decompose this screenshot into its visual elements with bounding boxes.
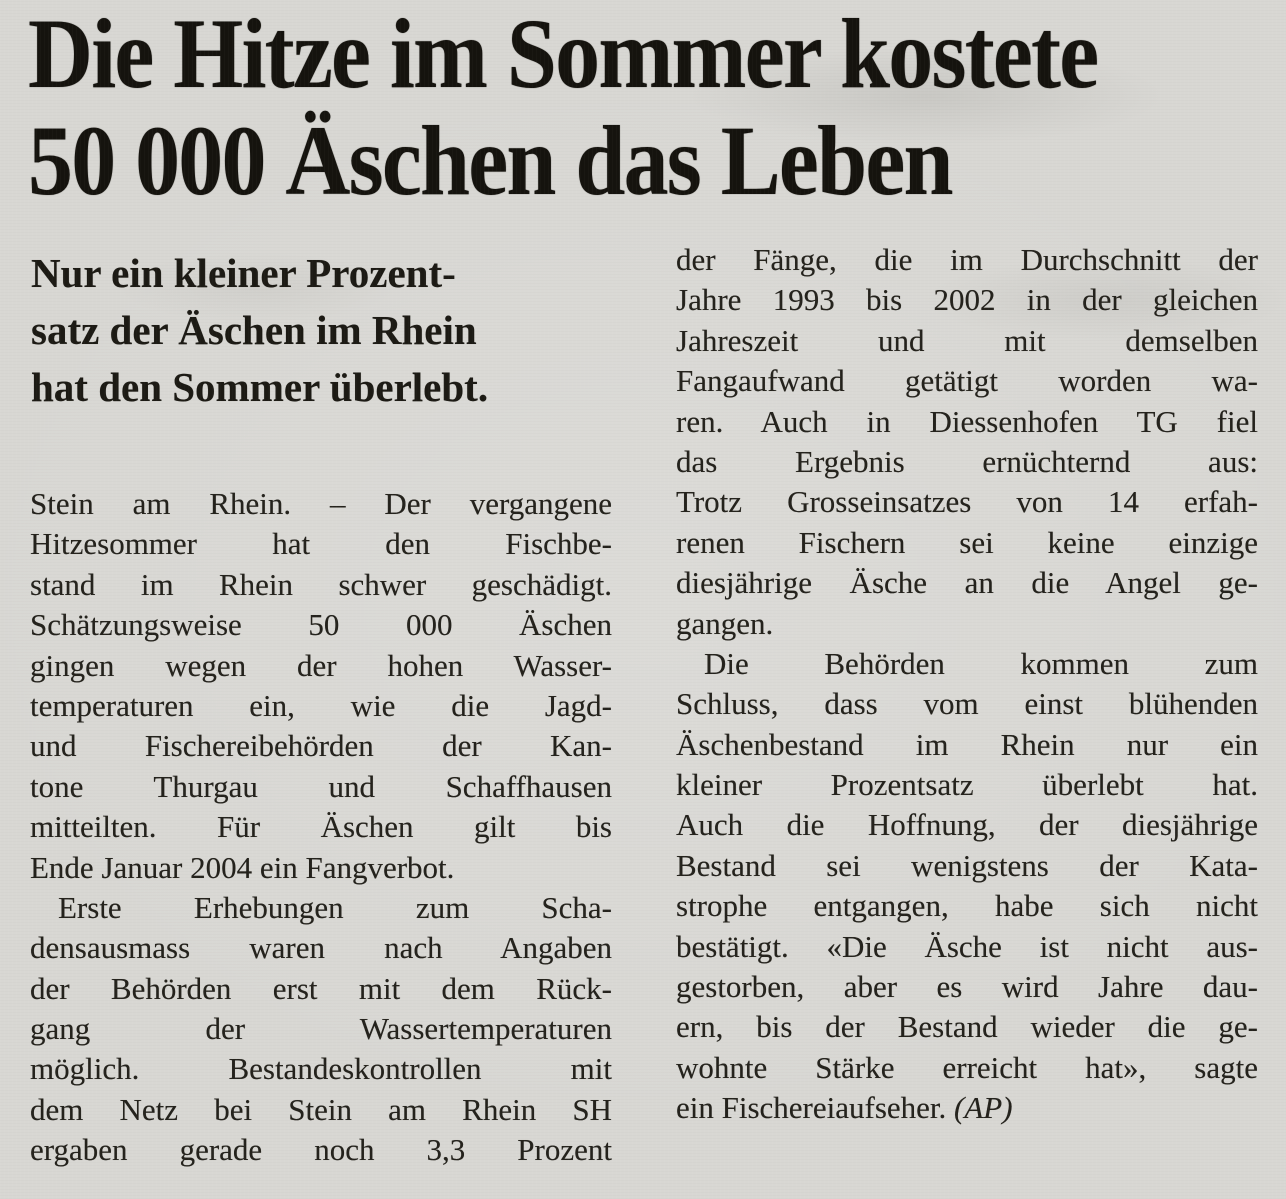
text-line [676, 725, 1258, 765]
text-line [30, 686, 612, 726]
text-line [30, 767, 612, 807]
text-line-content: ein Fischereiaufseher. [676, 1090, 955, 1126]
text-line [30, 605, 612, 645]
text-line-content: ern, bis der Bestand wieder die ge- [676, 1009, 1258, 1045]
body-paragraph [676, 240, 1258, 644]
text-line [30, 524, 612, 564]
text-line-content: Die Behörden kommen zum [704, 645, 1258, 681]
text-line-content: tone Thurgau und Schaffhausen [30, 768, 612, 804]
text-line [30, 888, 612, 928]
text-line-content: Trotz Grosseinsatzes von 14 erfah- [676, 484, 1258, 520]
text-line [30, 969, 612, 1009]
text-line-content: Äschenbestand im Rhein nur ein [676, 726, 1258, 762]
text-line-content: das Ergebnis ernüchternd aus: [676, 443, 1258, 479]
text-line-content: temperaturen ein, wie die Jagd- [30, 687, 612, 723]
headline-line: Die Hitze im Sommer kostete [28, 0, 1098, 109]
text-line [676, 604, 1258, 644]
text-line [676, 280, 1258, 320]
body-column-left [30, 484, 612, 1171]
text-line-content: wohnte Stärke erreicht hat», sagte [676, 1049, 1258, 1085]
body-paragraph [676, 644, 1258, 1129]
text-line-content: Bestand sei wenigstens der Kata- [676, 847, 1258, 883]
text-line-content: diesjährige Äsche an die Angel ge- [676, 565, 1258, 601]
text-line-content: kleiner Prozentsatz überlebt hat. [676, 767, 1258, 803]
lead-line: satz der Äschen im Rhein [31, 307, 477, 353]
text-line [676, 523, 1258, 563]
article-lead [31, 245, 631, 416]
headline-line: 50 000 Äschen das Leben [28, 105, 952, 216]
text-line [676, 321, 1258, 361]
text-line [676, 684, 1258, 724]
text-line [30, 484, 612, 524]
text-line-content: Jahre 1993 bis 2002 in der gleichen [676, 282, 1258, 318]
text-line [676, 1088, 1258, 1128]
text-line [676, 765, 1258, 805]
text-line [676, 886, 1258, 926]
text-line [30, 848, 612, 888]
text-line-content: Ende Januar 2004 ein Fangverbot. [30, 849, 455, 885]
text-line-content: ergaben gerade noch 3,3 Prozent [30, 1132, 612, 1168]
text-line [676, 442, 1258, 482]
text-line-content: strophe entgangen, habe sich nicht [676, 888, 1258, 924]
text-line-content: Fangaufwand getätigt worden wa- [676, 363, 1258, 399]
text-line [30, 928, 612, 968]
text-line [676, 967, 1258, 1007]
text-line-content: densausmass waren nach Angaben [30, 930, 612, 966]
text-line-content: Schluss, dass vom einst blühenden [676, 686, 1258, 722]
text-line-content: der Fänge, die im Durchschnitt der [676, 242, 1258, 277]
text-line [676, 805, 1258, 845]
text-line [676, 1007, 1258, 1047]
text-line-content: mitteilten. Für Äschen gilt bis [30, 809, 612, 845]
body-paragraph [30, 888, 612, 1171]
text-line-content: Auch die Hoffnung, der diesjährige [676, 807, 1258, 843]
body-column-right [676, 240, 1258, 1129]
text-line [676, 1048, 1258, 1088]
agency-credit: (AP) [954, 1090, 1013, 1126]
text-line [30, 1090, 612, 1130]
text-line-content: bestätigt. «Die Äsche ist nicht aus- [676, 928, 1258, 964]
text-line [30, 565, 612, 605]
text-line [30, 726, 612, 766]
text-line [676, 644, 1258, 684]
text-line-content: Stein am Rhein. – Der vergangene [30, 486, 612, 521]
lead-line: Nur ein kleiner Prozent- [31, 250, 456, 296]
text-line-content: Schätzungsweise 50 000 Äschen [30, 607, 612, 643]
lead-line: hat den Sommer überlebt. [31, 364, 489, 410]
text-line-content: gingen wegen der hohen Wasser- [30, 647, 612, 683]
text-line [30, 1009, 612, 1049]
text-line-content: renen Fischern sei keine einzige [676, 524, 1258, 560]
text-line [676, 563, 1258, 603]
text-line-content: Jahreszeit und mit demselben [676, 322, 1258, 358]
body-paragraph [30, 484, 612, 888]
text-line-content: ren. Auch in Diessenhofen TG fiel [676, 403, 1258, 439]
text-line [30, 646, 612, 686]
text-line-content: gang der Wassertemperaturen [30, 1011, 612, 1047]
text-line-content: gestorben, aber es wird Jahre dau- [676, 969, 1258, 1005]
text-line [30, 1130, 612, 1170]
text-line-content: Erste Erhebungen zum Scha- [58, 889, 612, 925]
text-line-content: gangen. [676, 605, 774, 641]
text-line [676, 927, 1258, 967]
text-line [676, 361, 1258, 401]
text-line [676, 240, 1258, 280]
text-line [676, 846, 1258, 886]
text-line [676, 482, 1258, 522]
article-headline [28, 0, 1097, 214]
text-line-content: Hitzesommer hat den Fischbe- [30, 526, 612, 562]
text-line [30, 807, 612, 847]
text-line-content: möglich. Bestandeskontrollen mit [30, 1051, 612, 1087]
text-line-content: der Behörden erst mit dem Rück- [30, 970, 612, 1006]
text-line-content: stand im Rhein schwer geschädigt. [30, 566, 612, 602]
text-line-content: dem Netz bei Stein am Rhein SH [30, 1091, 612, 1127]
text-line [676, 402, 1258, 442]
text-line-content: und Fischereibehörden der Kan- [30, 728, 612, 764]
text-line [30, 1049, 612, 1089]
